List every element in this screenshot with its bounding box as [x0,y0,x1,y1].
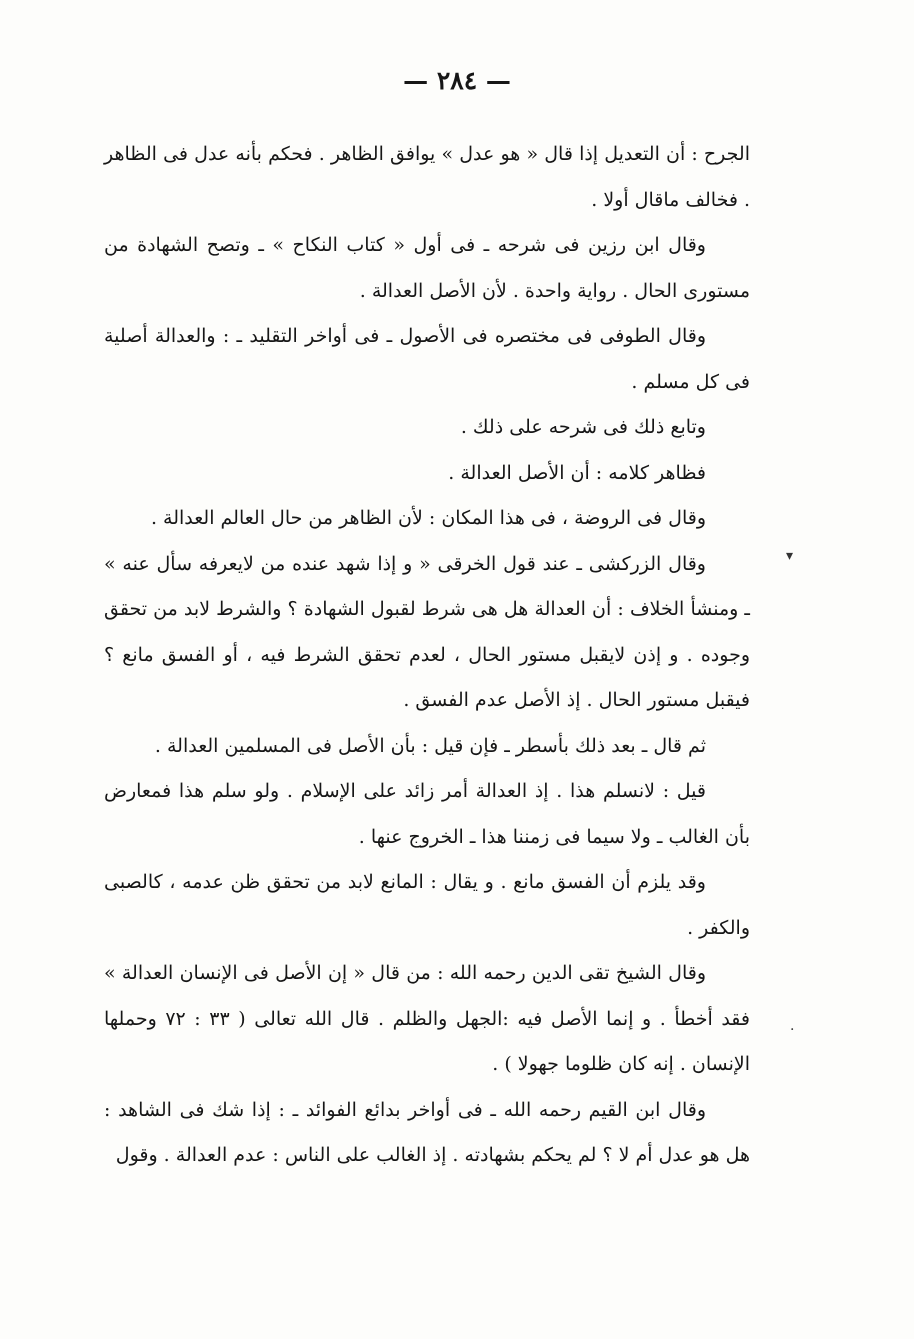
paragraph-1: الجرح : أن التعديل إذا قال « هو عدل » يوافق الظاهر . فحكم بأنه عدل فى الظاهر . فخالف ماقال أولا . [104,143,750,211]
paragraph-5: فظاهر كلامه : أن الأصل العدالة . [448,461,706,484]
paragraph-4: وتابع ذلك فى شرحه على ذلك . [460,416,706,438]
page-number: — ٢٨٤ — [403,66,511,95]
paragraph-10: وقد يلزم أن الفسق مانع . و يقال : المانع لابد من تحقق ظن عدمه ، كالصبى والكفر . [104,871,750,939]
paragraph-8: ثم قال ـ بعد ذلك بأسطر ـ فإن قيل : بأن الأصل فى المسلمين العدالة . [154,734,706,757]
margin-mark: ▾ [786,548,794,564]
paragraph-7: وقال الزركشى ـ عند قول الخرقى « و إذا شهد عنده من لايعرفه سأل عنه » ـ ومنشأ الخلاف : أن العدالة هل هى شرط لقبول الشهادة ؟ والشرط لابد من تحقق وجوده . و إذن لايقبل مستور الحال ، لعدم تحقق الشرط فيه ، أو الفسق مانع ؟ فيقبل مستور الحال . إذ الأصل عدم الفسق . [104,552,750,711]
margin-mark: · [790,1022,795,1038]
paragraph-6: وقال فى الروضة ، فى هذا المكان : لأن الظاهر من حال العالم العدالة . [150,507,706,529]
paragraph-3: وقال الطوفى فى مختصره فى الأصول ـ فى أواخر التقليد ـ : والعدالة أصلية فى كل مسلم . [104,325,750,393]
paragraph-12: وقال ابن القيم رحمه الله ـ فى أواخر بدائع الفوائد ـ : إذا شك فى الشاهد : هل هو عدل أم لا ؟ لم يحكم بشهادته . إذ الغالب على الناس : عدم العدالة . وقول [104,1098,750,1166]
paragraph-9: قيل : لانسلم هذا . إذ العدالة أمر زائد على الإسلام . ولو سلم هذا فمعارض بأن الغالب ـ ولا سيما فى زمننا هذا ـ الخروج عنها . [104,780,750,848]
paragraph-11: وقال الشيخ تقى الدين رحمه الله : من قال « إن الأصل فى الإنسان العدالة » فقد أخطأ . و إنما الأصل فيه :الجهل والظلم . قال الله تعالى ( ٣٣ : ٧٢ وحملها الإنسان . إنه كان ظلوما جهولا ) . [104,962,750,1075]
paragraph-2: وقال ابن رزين فى شرحه ـ فى أول « كتاب النكاح » ـ وتصح الشهادة من مستورى الحال . رواية واحدة . لأن الأصل العدالة . [104,234,750,302]
body-text [104,132,750,1179]
